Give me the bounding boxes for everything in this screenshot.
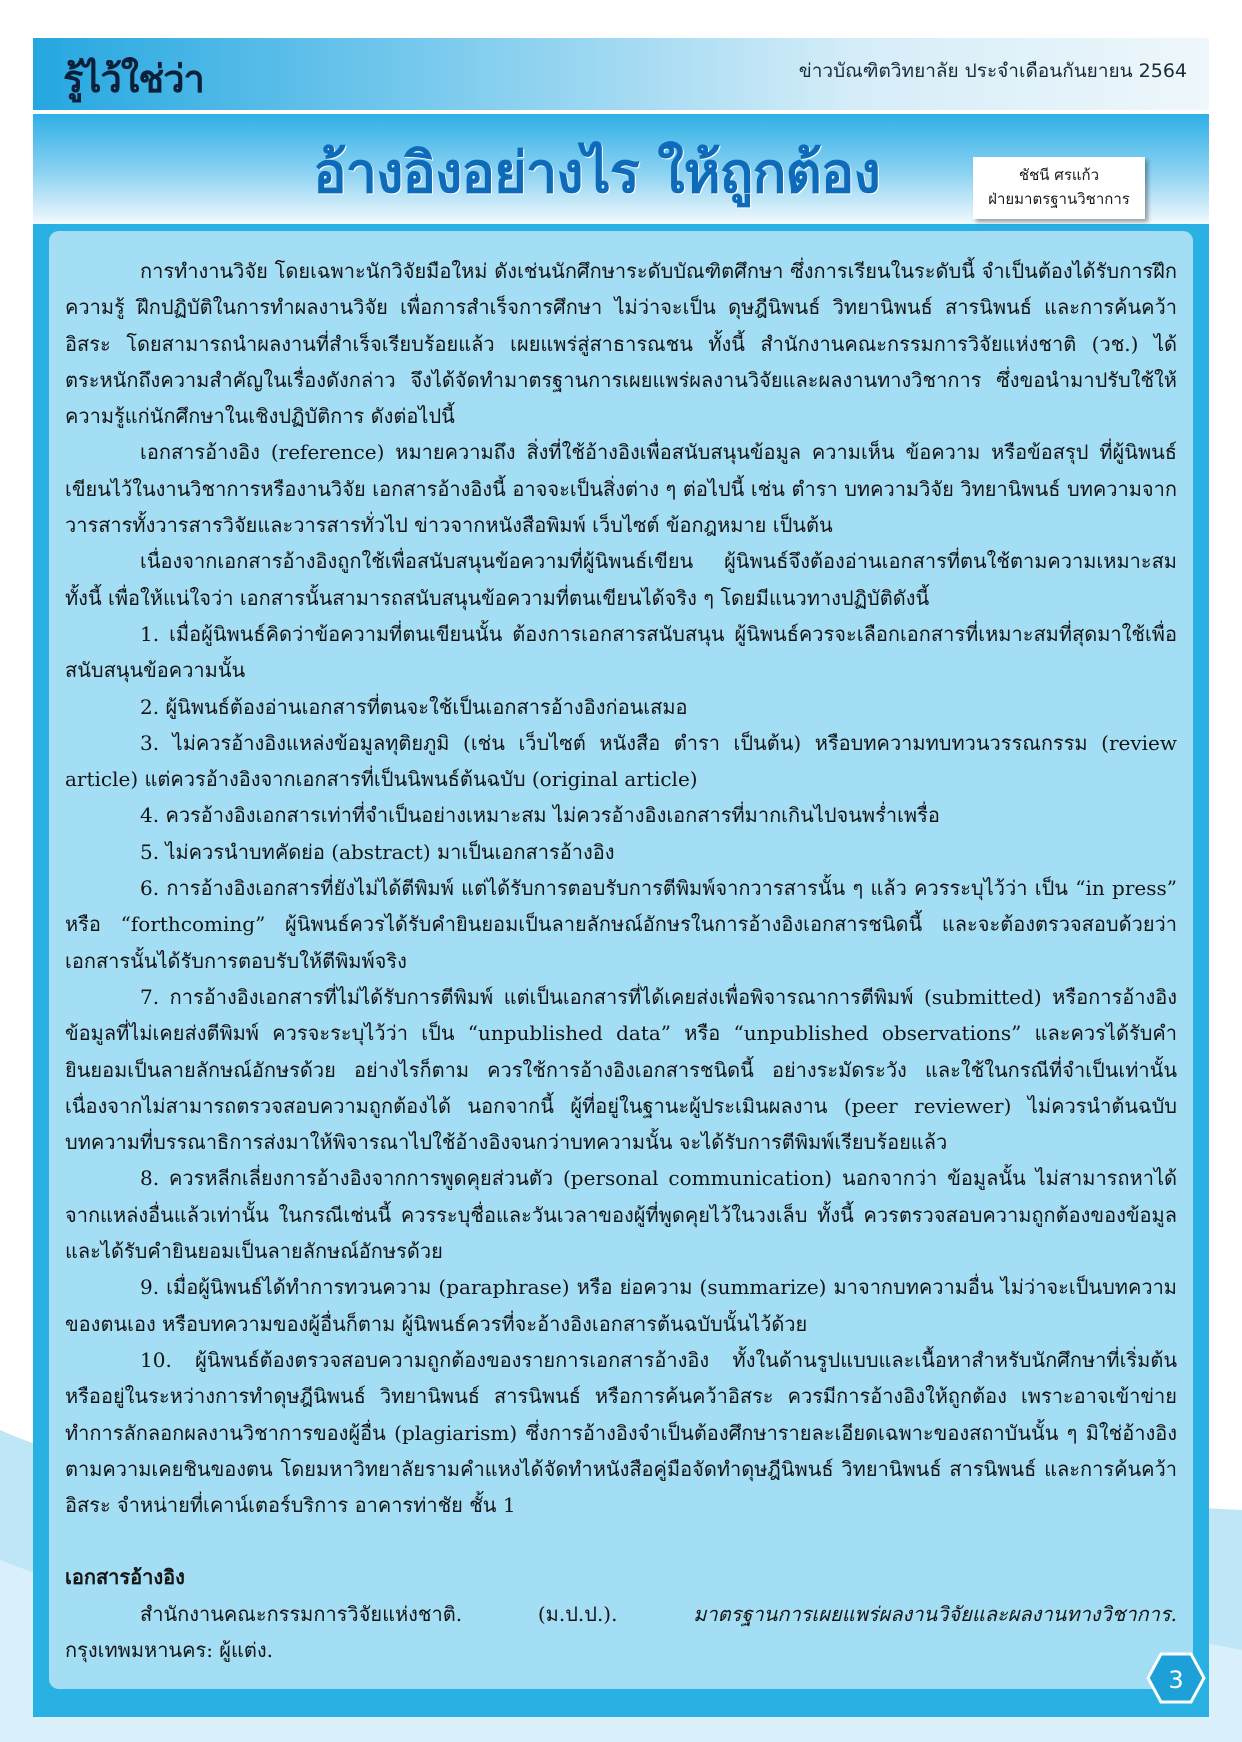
guideline-item: 10. ผู้นิพนธ์ต้องตรวจสอบความถูกต้องของรายการเอกสารอ้างอิง ทั้งในด้านรูปแบบและเนื้อหาสำหรับนักศึกษาที่เริ่มต้นหรืออยู่ในระหว่างการทำดุษฎีนิพนธ์ วิทยานิพนธ์ สารนิพนธ์ หรือการค้นคว้าอิสระ ควรมีการอ้างอิงให้ถูกต้อง เพราะอาจเข้าข่ายทำการลักลอกผลงานวิชาการของผู้อื่น (plagiarism) ซึ่งการอ้างอิงจำเป็นต้องศึกษารายละเอียดเฉพาะของสถาบันนั้น ๆ มิใช่อ้างอิงตามความเคยชินของตน โดยมหาวิทยาลัยรามคำแหงได้จัดทำหนังสือคู่มือจัดทำดุษฎีนิพนธ์ วิทยานิพนธ์ สารนิพนธ์ และการค้นคว้าอิสระ จำหน่ายที่เคาน์เตอร์บริการ อาคารท่าชัย ชั้น 1 [65,1347,1177,1518]
guideline-item: 9. เมื่อผู้นิพนธ์ได้ทำการทวนความ (paraphrase) หรือ ย่อความ (summarize) มาจากบทความอื่น ไม่ว่าจะเป็นบทความของตนเอง หรือบทความของผู้อื่นก็ตาม ผู้นิพนธ์ควรที่จะอ้างอิงเอกสารต้นฉบับนั้นไว้ด้วย [65,1275,1177,1336]
newsletter-page [33,38,1209,1717]
article-title: อ้างอิงอย่างไร ให้ถูกต้อง [313,141,880,206]
guideline-item: 4. ควรอ้างอิงเอกสารเท่าที่จำเป็นอย่างเหมาะสม ไม่ควรอ้างอิงเอกสารที่มากเกินไปจนพร่ำเพรื่อ [140,803,940,828]
title-band [33,114,1209,224]
reference-publisher: กรุงเทพมหานคร: ผู้แต่ง. [65,1637,274,1662]
guideline-item: 5. ไม่ควรนำบทคัดย่อ (abstract) มาเป็นเอกสารอ้างอิง [140,839,615,864]
page-number: 3 [1168,1666,1184,1694]
guideline-item: 1. เมื่อผู้นิพนธ์คิดว่าข้อความที่ตนเขียนนั้น ต้องการเอกสารสนับสนุน ผู้นิพนธ์ควรจะเลือกเอกสารที่เหมาะสมที่สุดมาใช้เพื่อสนับสนุนข้อความนั้น [65,621,1177,683]
reference-author: สำนักงานคณะกรรมการวิจัยแห่งชาติ. (ม.ป.ป.). [140,1601,694,1626]
guideline-item: 2. ผู้นิพนธ์ต้องอ่านเอกสารที่ตนจะใช้เป็นเอกสารอ้างอิงก่อนเสมอ [140,694,688,719]
author-name: ชัชนี ศรแก้ว [1018,166,1100,184]
author-department: ฝ่ายมาตรฐานวิชาการ [988,190,1130,208]
guideline-item: 3. ไม่ควรอ้างอิงแหล่งข้อมูลทุติยภูมิ (เช่น เว็บไซต์ หนังสือ ตำรา เป็นต้น) หรือบทความทบทวนวรรณกรรม (review article) แต่ควรอ้างอิงจากเอกสารที่เป็นนิพนธ์ต้นฉบับ (original article) [65,730,1177,792]
paragraph: เอกสารอ้างอิง (reference) หมายความถึง สิ่งที่ใช้อ้างอิงเพื่อสนับสนุนข้อมูล ความเห็น ข้อความ หรือข้อสรุป ที่ผู้นิพนธ์เขียนไว้ในงานวิชาการหรืองานวิจัย เอกสารอ้างอิงนี้ อาจจะเป็นสิ่งต่าง ๆ ต่อไปนี้ เช่น ตำรา บทความวิจัย วิทยานิพนธ์ บทความจากวารสารทั้งวารสารวิจัยและวารสารทั่วไป ข่าวจากหนังสือพิมพ์ เว็บไซต์ ข้อกฎหมาย เป็นต้น [65,440,1177,538]
issue-line: ข่าวบัณฑิตวิทยาลัย ประจำเดือนกันยายน 2564 [798,60,1187,82]
guideline-item: 6. การอ้างอิงเอกสารที่ยังไม่ได้ตีพิมพ์ แต่ได้รับการตอบรับการตีพิมพ์จากวารสารนั้น ๆ แล้ว ควรระบุไว้ว่า เป็น “in press” หรือ “forthcoming” ผู้นิพนธ์ควรได้รับคำยินยอมเป็นลายลักษณ์อักษรในการอ้างอิงเอกสารชนิดนี้ และจะต้องตรวจสอบด้วยว่า เอกสารนั้นได้รับการตอบรับให้ตีพิมพ์จริง [65,876,1177,973]
guideline-item: 7. การอ้างอิงเอกสารที่ไม่ได้รับการตีพิมพ์ แต่เป็นเอกสารที่ได้เคยส่งเพื่อพิจารณาการตีพิมพ์ (submitted) หรือการอ้างอิงข้อมูลที่ไม่เคยส่งตีพิมพ์ ควรจะระบุไว้ว่า เป็น “unpublished data” หรือ “unpublished observations” และควรได้รับคำยินยอมเป็นลายลักษณ์อักษรด้วย อย่างไรก็ตาม ควรใช้การอ้างอิงเอกสารชนิดนี้ อย่างระมัดระวัง และใช้ในกรณีที่จำเป็นเท่านั้น เนื่องจากไม่สามารถตรวจสอบความถูกต้องได้ นอกจากนี้ ผู้ที่อยู่ในฐานะผู้ประเมินผลงาน (peer reviewer) ไม่ควรนำต้นฉบับบทความที่บรรณาธิการส่งมาให้พิจารณาไปใช้อ้างอิงจนกว่าบทความนั้น จะได้รับการตีพิมพ์เรียบร้อยแล้ว [65,984,1177,1155]
reference-entry [65,1596,1177,1669]
author-box [973,157,1145,219]
references-heading: เอกสารอ้างอิง [65,1565,185,1590]
guideline-item: 8. ควรหลีกเลี่ยงการอ้างอิงจากการพูดคุยส่วนตัว (personal communication) นอกจากว่า ข้อมูลนั้น ไม่สามารถหาได้จากแหล่งอื่นแล้วเท่านั้น ในกรณีเช่นนี้ ควรระบุชื่อและวันเวลาของผู้ที่พูดคุยไว้ในวงเล็บ ทั้งนี้ ควรตรวจสอบความถูกต้องของข้อมูลและได้รับคำยินยอมเป็นลายลักษณ์อักษรด้วย [65,1166,1177,1264]
top-band [33,38,1209,110]
article-body [49,231,1193,1689]
paragraph: การทำงานวิจัย โดยเฉพาะนักวิจัยมือใหม่ ดังเช่นนักศึกษาระดับบัณฑิตศึกษา ซึ่งการเรียนในระดับนี้ จำเป็นต้องได้รับการฝึกความรู้ ฝึกปฏิบัติในการทำผลงานวิจัย เพื่อการสำเร็จการศึกษา ไม่ว่าจะเป็น ดุษฎีนิพนธ์ วิทยานิพนธ์ สารนิพนธ์ และการค้นคว้าอิสระ โดยสามารถนำผลงานที่สำเร็จเรียบร้อยแล้ว เผยแพร่สู่สาธารณชน ทั้งนี้ สำนักงานคณะกรรมการวิจัยแห่งชาติ (วช.) ได้ตระหนักถึงความสำคัญในเรื่องดังกล่าว จึงได้จัดทำมาตรฐานการเผยแพร่ผลงานวิจัยและผลงานทางวิชาการ ซึ่งขอนำมาปรับใช้ให้ความรู้แก่นักศึกษาในเชิงปฏิบัติการ ดังต่อไปนี้ [65,259,1177,429]
spacer [65,1523,1177,1559]
column-brand: รู้ไว้ใช่ว่า [63,57,204,101]
paragraph: เนื่องจากเอกสารอ้างอิงถูกใช้เพื่อสนับสนุนข้อความที่ผู้นิพนธ์เขียน ผู้นิพนธ์จึงต้องอ่านเอกสารที่ตนใช้ตามความเหมาะสม ทั้งนี้ เพื่อให้แน่ใจว่า เอกสารนั้นสามารถสนับสนุนข้อความที่ตนเขียนได้จริง ๆ โดยมีแนวทางปฏิบัติดังนี้ [65,549,1177,610]
reference-title: มาตรฐานการเผยแพร่ผลงานวิจัยและผลงานทางวิชาการ. [693,1601,1177,1626]
page-number-badge [1146,1652,1206,1704]
